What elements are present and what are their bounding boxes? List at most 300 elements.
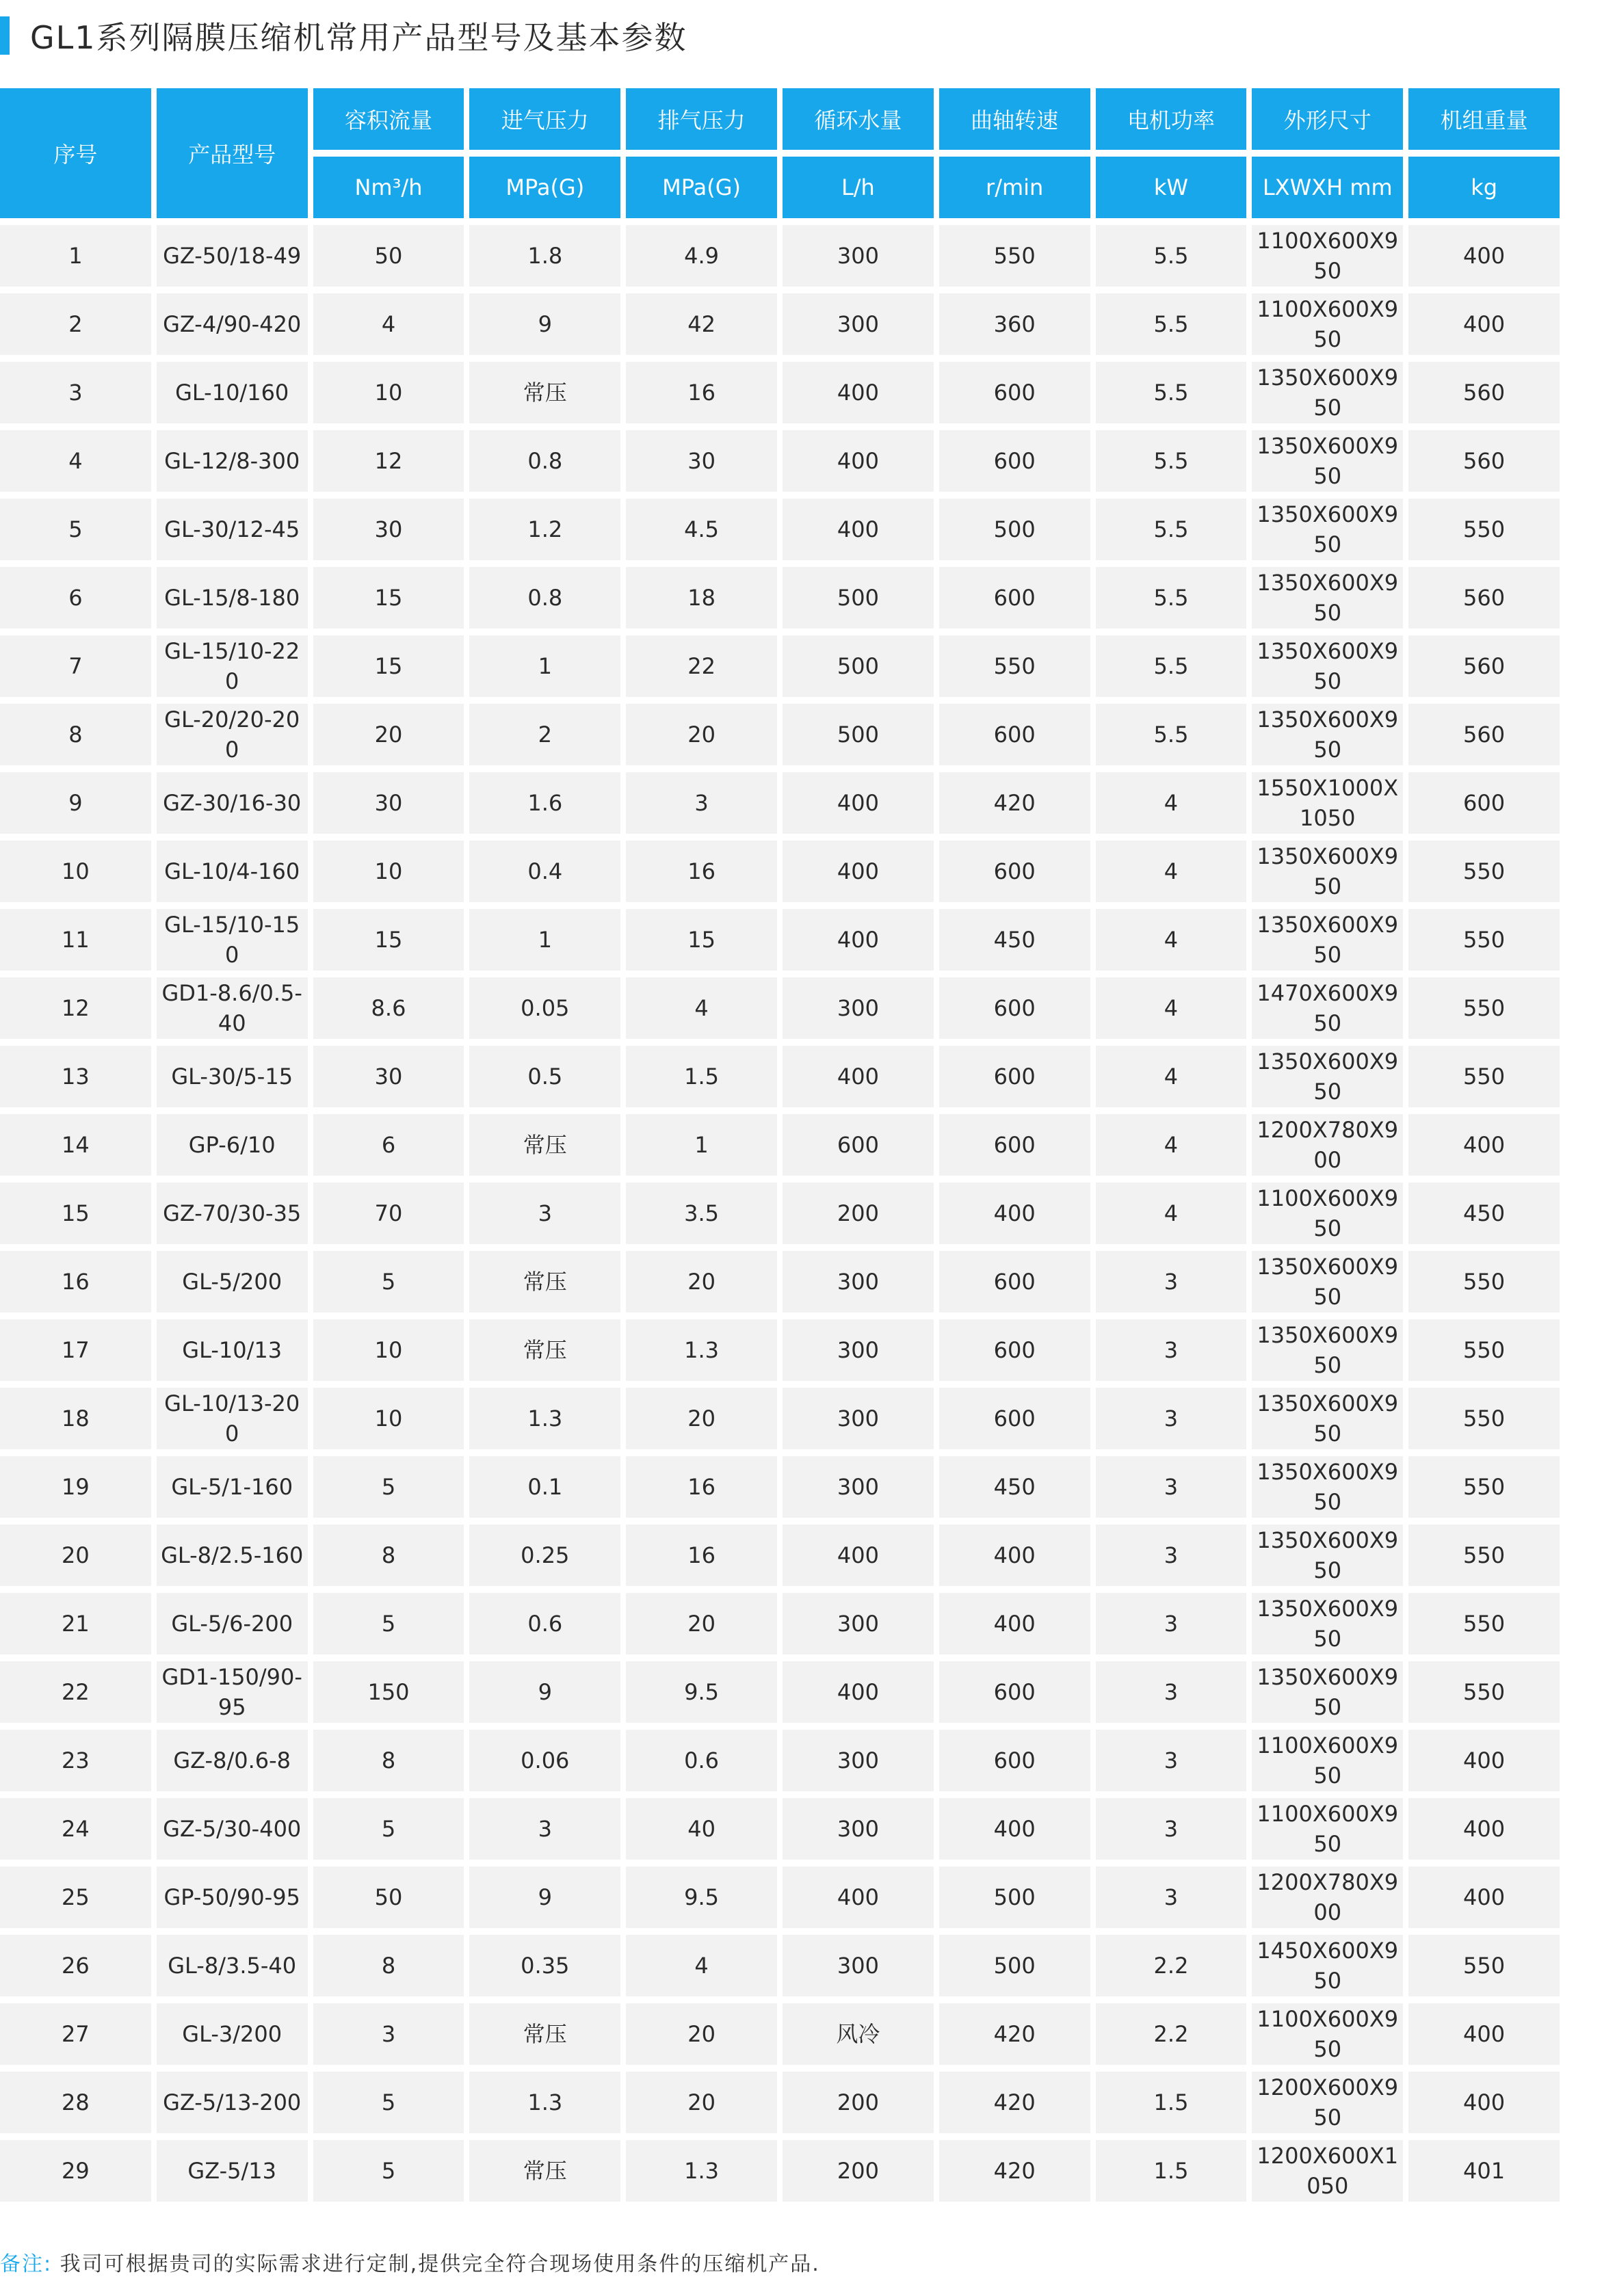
cell-dimensions: 1350X600X950 xyxy=(1252,1388,1403,1449)
cell-water: 300 xyxy=(783,1730,934,1791)
cell-dimensions: 1350X600X950 xyxy=(1252,567,1403,629)
cell-inlet-pressure: 1 xyxy=(469,909,620,971)
cell-speed: 600 xyxy=(939,567,1090,629)
page-title-block xyxy=(0,16,687,55)
cell-model: GL-10/160 xyxy=(157,362,308,423)
cell-power: 4 xyxy=(1096,1183,1247,1244)
cell-model: GL-12/8-300 xyxy=(157,430,308,492)
cell-inlet-pressure: 常压 xyxy=(469,2003,620,2065)
table-row xyxy=(0,1730,1560,1791)
cell-water: 300 xyxy=(783,1456,934,1518)
cell-weight: 560 xyxy=(1408,567,1560,629)
cell-inlet-pressure: 常压 xyxy=(469,1251,620,1312)
cell-speed: 600 xyxy=(939,841,1090,902)
cell-flow: 5 xyxy=(313,1456,464,1518)
cell-speed: 420 xyxy=(939,2003,1090,2065)
cell-model: GL-5/1-160 xyxy=(157,1456,308,1518)
cell-inlet-pressure: 0.4 xyxy=(469,841,620,902)
cell-model: GL-30/12-45 xyxy=(157,499,308,560)
cell-water: 300 xyxy=(783,1798,934,1860)
table-row xyxy=(0,909,1560,971)
cell-outlet-pressure: 42 xyxy=(626,293,777,355)
cell-outlet-pressure: 1.3 xyxy=(626,1319,777,1381)
table-row xyxy=(0,567,1560,629)
cell-speed: 420 xyxy=(939,2072,1090,2133)
table-row xyxy=(0,1798,1560,1860)
cell-outlet-pressure: 16 xyxy=(626,362,777,423)
cell-speed: 360 xyxy=(939,293,1090,355)
cell-model: GL-20/20-200 xyxy=(157,704,308,765)
cell-water: 200 xyxy=(783,1183,934,1244)
cell-inlet-pressure: 1.2 xyxy=(469,499,620,560)
cell-dimensions: 1350X600X950 xyxy=(1252,499,1403,560)
table-row xyxy=(0,430,1560,492)
cell-model: GL-10/13 xyxy=(157,1319,308,1381)
cell-water: 300 xyxy=(783,293,934,355)
cell-inlet-pressure: 9 xyxy=(469,293,620,355)
cell-inlet-pressure: 0.05 xyxy=(469,977,620,1039)
cell-power: 3 xyxy=(1096,1251,1247,1312)
cell-power: 3 xyxy=(1096,1866,1247,1928)
cell-no: 22 xyxy=(0,1661,151,1723)
cell-outlet-pressure: 20 xyxy=(626,2072,777,2133)
cell-power: 4 xyxy=(1096,1046,1247,1107)
header-cell-speed: 曲轴转速 xyxy=(939,88,1090,150)
cell-weight: 550 xyxy=(1408,977,1560,1039)
cell-no: 1 xyxy=(0,225,151,287)
header-cell-outlet-pressure: 排气压力 xyxy=(626,88,777,150)
cell-dimensions: 1350X600X950 xyxy=(1252,1593,1403,1654)
cell-weight: 550 xyxy=(1408,1525,1560,1586)
cell-outlet-pressure: 1.5 xyxy=(626,1046,777,1107)
cell-outlet-pressure: 9.5 xyxy=(626,1866,777,1928)
cell-no: 6 xyxy=(0,567,151,629)
cell-flow: 5 xyxy=(313,2140,464,2202)
cell-water: 600 xyxy=(783,1114,934,1176)
cell-dimensions: 1350X600X950 xyxy=(1252,704,1403,765)
cell-water: 400 xyxy=(783,362,934,423)
cell-speed: 450 xyxy=(939,1456,1090,1518)
table-row xyxy=(0,977,1560,1039)
cell-speed: 600 xyxy=(939,1661,1090,1723)
table-row xyxy=(0,1183,1560,1244)
cell-water: 400 xyxy=(783,1661,934,1723)
title-accent-bar xyxy=(0,16,10,55)
cell-dimensions: 1100X600X950 xyxy=(1252,2003,1403,2065)
cell-model: GZ-4/90-420 xyxy=(157,293,308,355)
cell-speed: 600 xyxy=(939,430,1090,492)
cell-no: 5 xyxy=(0,499,151,560)
cell-speed: 400 xyxy=(939,1525,1090,1586)
cell-no: 26 xyxy=(0,1935,151,1996)
cell-water: 风冷 xyxy=(783,2003,934,2065)
cell-no: 14 xyxy=(0,1114,151,1176)
cell-power: 3 xyxy=(1096,1319,1247,1381)
cell-flow: 10 xyxy=(313,1388,464,1449)
table-row xyxy=(0,362,1560,423)
cell-flow: 10 xyxy=(313,841,464,902)
unit-cell-dimensions: LXWXH mm xyxy=(1252,157,1403,218)
cell-outlet-pressure: 1.3 xyxy=(626,2140,777,2202)
cell-water: 400 xyxy=(783,430,934,492)
header-cell-weight: 机组重量 xyxy=(1408,88,1560,150)
cell-outlet-pressure: 20 xyxy=(626,704,777,765)
cell-flow: 30 xyxy=(313,772,464,834)
cell-power: 4 xyxy=(1096,841,1247,902)
cell-flow: 5 xyxy=(313,1798,464,1860)
cell-weight: 400 xyxy=(1408,1114,1560,1176)
cell-inlet-pressure: 3 xyxy=(469,1798,620,1860)
table-row xyxy=(0,225,1560,287)
cell-weight: 550 xyxy=(1408,1456,1560,1518)
cell-speed: 500 xyxy=(939,499,1090,560)
cell-flow: 8 xyxy=(313,1730,464,1791)
cell-inlet-pressure: 1.6 xyxy=(469,772,620,834)
cell-inlet-pressure: 0.5 xyxy=(469,1046,620,1107)
cell-model: GL-15/8-180 xyxy=(157,567,308,629)
cell-no: 28 xyxy=(0,2072,151,2133)
unit-cell-outlet-pressure: MPa(G) xyxy=(626,157,777,218)
cell-power: 2.2 xyxy=(1096,2003,1247,2065)
table-row xyxy=(0,1388,1560,1449)
cell-inlet-pressure: 1.3 xyxy=(469,1388,620,1449)
cell-model: GP-6/10 xyxy=(157,1114,308,1176)
cell-no: 15 xyxy=(0,1183,151,1244)
cell-inlet-pressure: 0.35 xyxy=(469,1935,620,1996)
cell-flow: 3 xyxy=(313,2003,464,2065)
cell-outlet-pressure: 1 xyxy=(626,1114,777,1176)
cell-water: 400 xyxy=(783,909,934,971)
cell-no: 19 xyxy=(0,1456,151,1518)
cell-flow: 4 xyxy=(313,293,464,355)
cell-weight: 401 xyxy=(1408,2140,1560,2202)
cell-water: 400 xyxy=(783,841,934,902)
page-title: GL1系列隔膜压缩机常用产品型号及基本参数 xyxy=(30,19,687,56)
cell-water: 300 xyxy=(783,1935,934,1996)
cell-outlet-pressure: 20 xyxy=(626,1593,777,1654)
cell-power: 3 xyxy=(1096,1730,1247,1791)
table-row xyxy=(0,635,1560,697)
cell-weight: 550 xyxy=(1408,499,1560,560)
cell-dimensions: 1350X600X950 xyxy=(1252,1251,1403,1312)
cell-flow: 8.6 xyxy=(313,977,464,1039)
cell-no: 21 xyxy=(0,1593,151,1654)
header-cell-power: 电机功率 xyxy=(1096,88,1247,150)
parameters-table-wrap xyxy=(0,81,1560,2208)
cell-weight: 400 xyxy=(1408,1866,1560,1928)
cell-dimensions: 1100X600X950 xyxy=(1252,293,1403,355)
table-row xyxy=(0,772,1560,834)
cell-flow: 10 xyxy=(313,1319,464,1381)
cell-flow: 10 xyxy=(313,362,464,423)
cell-inlet-pressure: 常压 xyxy=(469,1319,620,1381)
cell-flow: 70 xyxy=(313,1183,464,1244)
cell-outlet-pressure: 4 xyxy=(626,977,777,1039)
cell-speed: 600 xyxy=(939,977,1090,1039)
cell-model: GL-3/200 xyxy=(157,2003,308,2065)
cell-inlet-pressure: 0.8 xyxy=(469,430,620,492)
cell-outlet-pressure: 4.5 xyxy=(626,499,777,560)
table-row xyxy=(0,1661,1560,1723)
cell-power: 1.5 xyxy=(1096,2140,1247,2202)
table-row xyxy=(0,1046,1560,1107)
cell-outlet-pressure: 20 xyxy=(626,2003,777,2065)
table-body xyxy=(0,225,1560,2202)
cell-speed: 600 xyxy=(939,1251,1090,1312)
cell-dimensions: 1200X600X1050 xyxy=(1252,2140,1403,2202)
header-cell-dimensions: 外形尺寸 xyxy=(1252,88,1403,150)
cell-weight: 550 xyxy=(1408,1046,1560,1107)
table-row xyxy=(0,2003,1560,2065)
cell-weight: 550 xyxy=(1408,1593,1560,1654)
cell-power: 3 xyxy=(1096,1456,1247,1518)
cell-water: 300 xyxy=(783,225,934,287)
cell-weight: 550 xyxy=(1408,1388,1560,1449)
cell-dimensions: 1350X600X950 xyxy=(1252,841,1403,902)
cell-outlet-pressure: 0.6 xyxy=(626,1730,777,1791)
cell-power: 4 xyxy=(1096,977,1247,1039)
cell-power: 5.5 xyxy=(1096,430,1247,492)
cell-power: 5.5 xyxy=(1096,362,1247,423)
cell-power: 3 xyxy=(1096,1388,1247,1449)
cell-model: GL-15/10-150 xyxy=(157,909,308,971)
cell-power: 3 xyxy=(1096,1798,1247,1860)
table-row xyxy=(0,1251,1560,1312)
cell-dimensions: 1450X600X950 xyxy=(1252,1935,1403,1996)
cell-speed: 400 xyxy=(939,1183,1090,1244)
header-cell-no: 序号 xyxy=(0,88,151,218)
cell-outlet-pressure: 20 xyxy=(626,1251,777,1312)
cell-inlet-pressure: 0.1 xyxy=(469,1456,620,1518)
cell-flow: 50 xyxy=(313,1866,464,1928)
footnote-label: 备注: xyxy=(0,2252,53,2276)
cell-no: 16 xyxy=(0,1251,151,1312)
cell-water: 300 xyxy=(783,977,934,1039)
cell-dimensions: 1100X600X950 xyxy=(1252,1183,1403,1244)
cell-speed: 600 xyxy=(939,1114,1090,1176)
cell-model: GL-8/3.5-40 xyxy=(157,1935,308,1996)
table-row xyxy=(0,1319,1560,1381)
cell-model: GL-5/6-200 xyxy=(157,1593,308,1654)
cell-dimensions: 1550X1000X1050 xyxy=(1252,772,1403,834)
cell-flow: 5 xyxy=(313,2072,464,2133)
cell-flow: 15 xyxy=(313,567,464,629)
cell-model: GD1-150/90-95 xyxy=(157,1661,308,1723)
header-cell-water: 循环水量 xyxy=(783,88,934,150)
cell-no: 8 xyxy=(0,704,151,765)
cell-dimensions: 1350X600X950 xyxy=(1252,362,1403,423)
cell-water: 200 xyxy=(783,2140,934,2202)
cell-model: GL-8/2.5-160 xyxy=(157,1525,308,1586)
cell-model: GL-30/5-15 xyxy=(157,1046,308,1107)
cell-weight: 400 xyxy=(1408,1798,1560,1860)
cell-speed: 450 xyxy=(939,909,1090,971)
cell-inlet-pressure: 常压 xyxy=(469,1114,620,1176)
cell-flow: 15 xyxy=(313,635,464,697)
cell-weight: 400 xyxy=(1408,225,1560,287)
cell-weight: 400 xyxy=(1408,2072,1560,2133)
cell-dimensions: 1350X600X950 xyxy=(1252,1319,1403,1381)
cell-outlet-pressure: 16 xyxy=(626,1456,777,1518)
cell-model: GD1-8.6/0.5-40 xyxy=(157,977,308,1039)
cell-flow: 20 xyxy=(313,704,464,765)
cell-no: 24 xyxy=(0,1798,151,1860)
cell-no: 25 xyxy=(0,1866,151,1928)
cell-model: GL-5/200 xyxy=(157,1251,308,1312)
cell-model: GP-50/90-95 xyxy=(157,1866,308,1928)
unit-cell-inlet-pressure: MPa(G) xyxy=(469,157,620,218)
cell-model: GZ-5/13-200 xyxy=(157,2072,308,2133)
cell-model: GZ-30/16-30 xyxy=(157,772,308,834)
cell-speed: 600 xyxy=(939,1730,1090,1791)
cell-flow: 30 xyxy=(313,499,464,560)
cell-water: 400 xyxy=(783,1046,934,1107)
table-row xyxy=(0,1114,1560,1176)
cell-inlet-pressure: 9 xyxy=(469,1661,620,1723)
cell-power: 4 xyxy=(1096,772,1247,834)
cell-water: 400 xyxy=(783,772,934,834)
cell-outlet-pressure: 30 xyxy=(626,430,777,492)
cell-outlet-pressure: 22 xyxy=(626,635,777,697)
cell-power: 1.5 xyxy=(1096,2072,1247,2133)
table-row xyxy=(0,1525,1560,1586)
cell-weight: 400 xyxy=(1408,293,1560,355)
cell-inlet-pressure: 0.8 xyxy=(469,567,620,629)
cell-weight: 560 xyxy=(1408,704,1560,765)
cell-speed: 500 xyxy=(939,1866,1090,1928)
cell-speed: 600 xyxy=(939,1388,1090,1449)
cell-outlet-pressure: 4 xyxy=(626,1935,777,1996)
cell-model: GZ-8/0.6-8 xyxy=(157,1730,308,1791)
cell-water: 400 xyxy=(783,1866,934,1928)
cell-water: 300 xyxy=(783,1251,934,1312)
table-row xyxy=(0,704,1560,765)
cell-weight: 550 xyxy=(1408,1251,1560,1312)
unit-cell-water: L/h xyxy=(783,157,934,218)
cell-weight: 550 xyxy=(1408,1661,1560,1723)
cell-water: 300 xyxy=(783,1319,934,1381)
cell-inlet-pressure: 1.8 xyxy=(469,225,620,287)
cell-model: GZ-70/30-35 xyxy=(157,1183,308,1244)
unit-cell-weight: kg xyxy=(1408,157,1560,218)
cell-power: 5.5 xyxy=(1096,567,1247,629)
cell-weight: 550 xyxy=(1408,841,1560,902)
cell-speed: 600 xyxy=(939,362,1090,423)
cell-no: 3 xyxy=(0,362,151,423)
cell-no: 12 xyxy=(0,977,151,1039)
header-cell-inlet-pressure: 进气压力 xyxy=(469,88,620,150)
cell-model: GZ-5/30-400 xyxy=(157,1798,308,1860)
cell-model: GL-10/13-200 xyxy=(157,1388,308,1449)
cell-speed: 600 xyxy=(939,1046,1090,1107)
cell-no: 17 xyxy=(0,1319,151,1381)
table-row xyxy=(0,1593,1560,1654)
cell-dimensions: 1100X600X950 xyxy=(1252,225,1403,287)
cell-dimensions: 1350X600X950 xyxy=(1252,1661,1403,1723)
cell-speed: 400 xyxy=(939,1593,1090,1654)
cell-dimensions: 1350X600X950 xyxy=(1252,430,1403,492)
footnote xyxy=(0,2247,820,2277)
cell-outlet-pressure: 16 xyxy=(626,1525,777,1586)
cell-no: 23 xyxy=(0,1730,151,1791)
cell-flow: 15 xyxy=(313,909,464,971)
cell-weight: 560 xyxy=(1408,362,1560,423)
cell-power: 4 xyxy=(1096,909,1247,971)
cell-flow: 30 xyxy=(313,1046,464,1107)
cell-water: 500 xyxy=(783,704,934,765)
cell-dimensions: 1100X600X950 xyxy=(1252,1798,1403,1860)
cell-outlet-pressure: 18 xyxy=(626,567,777,629)
table-row xyxy=(0,2072,1560,2133)
cell-speed: 400 xyxy=(939,1798,1090,1860)
table-row xyxy=(0,1456,1560,1518)
cell-weight: 450 xyxy=(1408,1183,1560,1244)
cell-flow: 8 xyxy=(313,1935,464,1996)
footnote-text: 我司可根据贵司的实际需求进行定制,提供完全符合现场使用条件的压缩机产品. xyxy=(60,2252,820,2276)
cell-inlet-pressure: 3 xyxy=(469,1183,620,1244)
cell-no: 18 xyxy=(0,1388,151,1449)
cell-dimensions: 1200X600X950 xyxy=(1252,2072,1403,2133)
cell-flow: 6 xyxy=(313,1114,464,1176)
cell-power: 3 xyxy=(1096,1593,1247,1654)
cell-outlet-pressure: 40 xyxy=(626,1798,777,1860)
cell-outlet-pressure: 9.5 xyxy=(626,1661,777,1723)
unit-cell-flow: Nm³/h xyxy=(313,157,464,218)
cell-power: 5.5 xyxy=(1096,635,1247,697)
cell-weight: 550 xyxy=(1408,909,1560,971)
cell-model: GL-10/4-160 xyxy=(157,841,308,902)
cell-model: GZ-5/13 xyxy=(157,2140,308,2202)
cell-power: 4 xyxy=(1096,1114,1247,1176)
cell-water: 300 xyxy=(783,1593,934,1654)
cell-flow: 5 xyxy=(313,1251,464,1312)
cell-model: GZ-50/18-49 xyxy=(157,225,308,287)
cell-no: 4 xyxy=(0,430,151,492)
cell-flow: 150 xyxy=(313,1661,464,1723)
table-row xyxy=(0,1866,1560,1928)
cell-inlet-pressure: 0.6 xyxy=(469,1593,620,1654)
cell-speed: 600 xyxy=(939,704,1090,765)
cell-weight: 550 xyxy=(1408,1319,1560,1381)
cell-speed: 600 xyxy=(939,1319,1090,1381)
cell-outlet-pressure: 3.5 xyxy=(626,1183,777,1244)
cell-water: 300 xyxy=(783,1388,934,1449)
header-cell-model: 产品型号 xyxy=(157,88,308,218)
cell-power: 5.5 xyxy=(1096,225,1247,287)
cell-weight: 550 xyxy=(1408,1935,1560,1996)
cell-power: 5.5 xyxy=(1096,704,1247,765)
cell-weight: 600 xyxy=(1408,772,1560,834)
cell-inlet-pressure: 常压 xyxy=(469,2140,620,2202)
cell-water: 400 xyxy=(783,1525,934,1586)
parameters-table xyxy=(0,81,1565,2208)
header-row xyxy=(0,88,1560,150)
cell-power: 3 xyxy=(1096,1661,1247,1723)
cell-no: 27 xyxy=(0,2003,151,2065)
cell-flow: 50 xyxy=(313,225,464,287)
cell-speed: 420 xyxy=(939,772,1090,834)
cell-flow: 12 xyxy=(313,430,464,492)
cell-dimensions: 1350X600X950 xyxy=(1252,635,1403,697)
cell-flow: 8 xyxy=(313,1525,464,1586)
cell-power: 5.5 xyxy=(1096,499,1247,560)
cell-power: 5.5 xyxy=(1096,293,1247,355)
cell-inlet-pressure: 1 xyxy=(469,635,620,697)
unit-cell-power: kW xyxy=(1096,157,1247,218)
cell-water: 500 xyxy=(783,567,934,629)
table-row xyxy=(0,841,1560,902)
cell-inlet-pressure: 常压 xyxy=(469,362,620,423)
